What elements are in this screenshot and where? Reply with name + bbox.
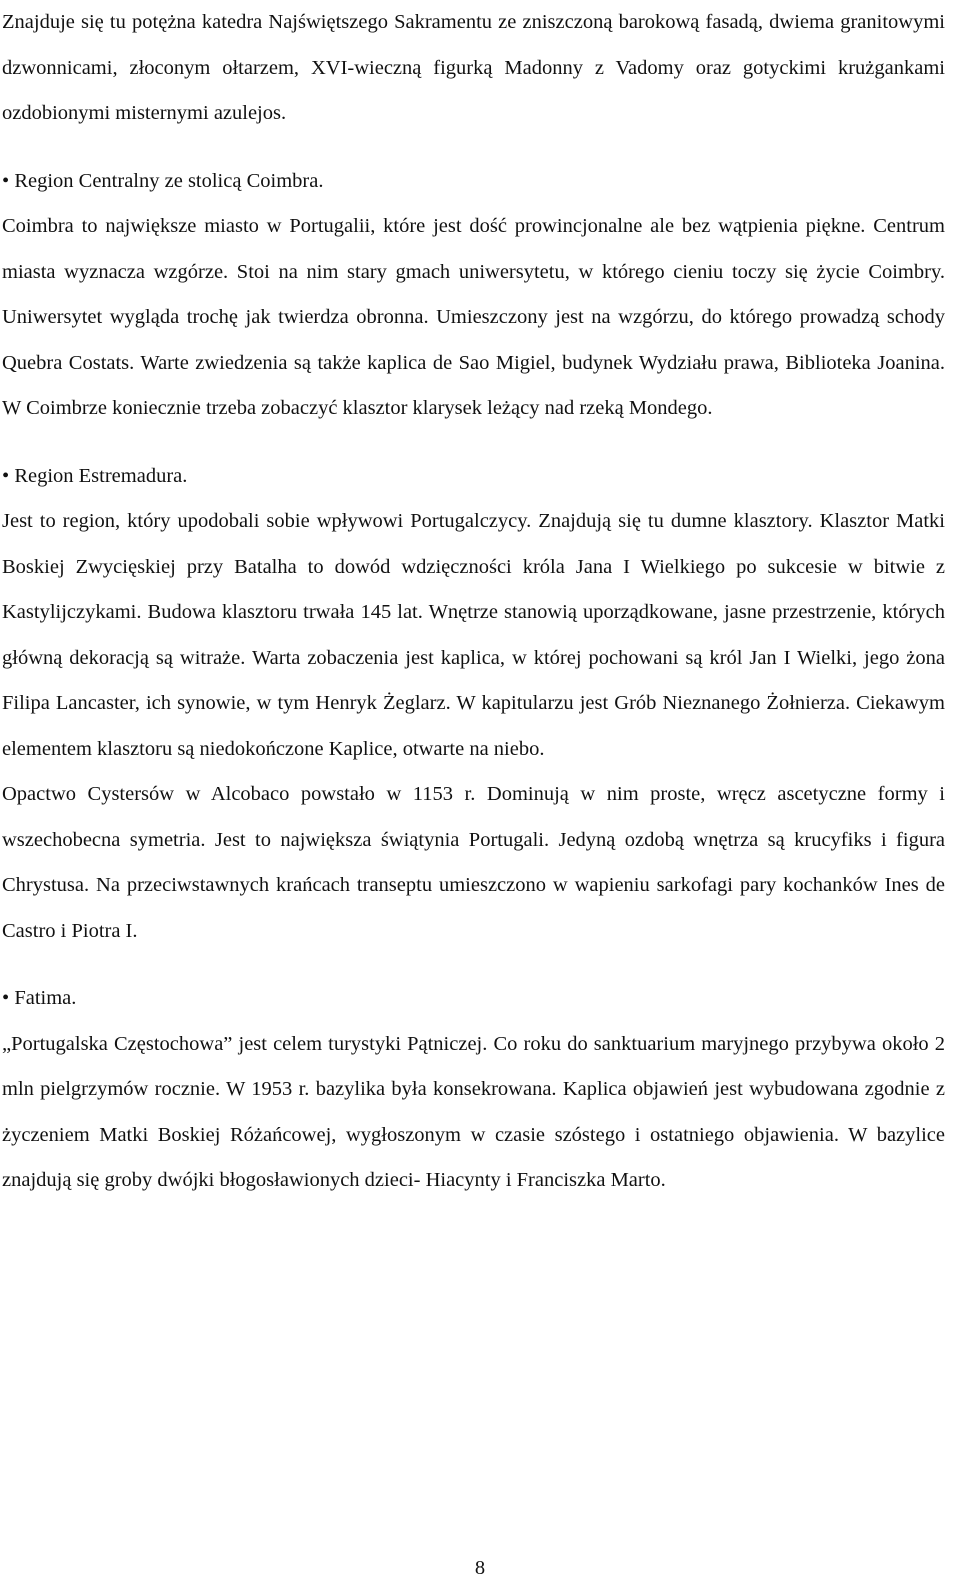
section-heading-text: Region Centralny ze stolicą Coimbra. [14,169,324,192]
section-paragraph: Jest to region, który upodobali sobie wpływowi Portugalczycy. Znajdują się tu dumne klasztory. Klasztor Matki Boskiej Zwycięskiej przy Batalha to dowód wdzięczności króla Jana I Wielkiego po sukcesie w bitwie z Kastylijczykami. Budowa klasztoru trwała 145 lat. Wnętrze stanowią uporządkowane, jasne przestrzenie, których główną dekoracją są witraże. Warta zobaczenia jest kaplica, w której pochowani są król Jan I Wielki, jego żona Filipa Lancaster, ich synowie, w tym Henryk Żeglarz. W kapitularzu jest Grób Nieznanego Żołnierza. Ciekawym elementem klasztoru są niedokończone Kaplice, otwarte na niebo. [2,510,945,760]
section-coimbra [2,159,945,432]
bullet-icon: • [2,169,10,192]
bullet-icon: • [2,987,10,1009]
section-heading [2,976,945,1022]
bullet-icon: • [2,464,10,487]
section-heading [2,159,945,205]
section-heading-text: Fatima. [14,987,77,1009]
document-body [2,0,945,1204]
section-heading-text: Region Estremadura. [14,464,188,487]
section-estremadura [2,454,945,955]
section-paragraph: „Portugalska Częstochowa” jest celem turystyki Pątniczej. Co roku do sanktuarium maryjnego przybywa około 2 mln pielgrzymów rocznie. W 1953 r. bazylika była konsekrowana. Kaplica objawień jest wybudowana zgodnie z życzeniem Matki Boskiej Różańcowej, wygłoszonym w czasie szóstego i ostatniego objawienia. W bazylice znajdują się groby dwójki błogosławionych dzieci- Hiacynty i Franciszka Marto. [2,1032,945,1191]
section-spacer [2,137,945,159]
section-paragraph: Coimbra to największe miasto w Portugalii, które jest dość prowincjonalne ale bez wątpienia piękne. Centrum miasta wyznacza wzgórze. Stoi na nim stary gmach uniwersytetu, w którego cieniu toczy się życie Coimbry. Uniwersytet wygląda trochę jak twierdza obronna. Umieszczony jest na wzgórzu, do którego prowadzą schody Quebra Costats. Warte zwiedzenia są także kaplica de Sao Migiel, budynek Wydziału prawa, Biblioteka Joanina. W Coimbrze koniecznie trzeba zobaczyć klasztor klarysek leżący nad rzeką Mondego. [2,215,945,419]
section-paragraph: Opactwo Cystersów w Alcobaco powstało w 1153 r. Dominują w nim proste, wręcz ascetyczne formy i wszechobecna symetria. Jest to największa świątynia Portugali. Jedyną ozdobą wnętrza są krucyfiks i figura Chrystusa. Na przeciwstawnych krańcach transeptu umieszczono w wapieniu sarkofagi pary kochanków Ines de Castro i Piotra I. [2,783,945,942]
section-heading [2,454,945,500]
section-fatima [2,976,945,1204]
section-spacer [2,432,945,454]
page-number: 8 [474,1557,486,1579]
intro-paragraph: Znajduje się tu potężna katedra Najświętszego Sakramentu ze zniszczoną barokową fasadą, dwiema granitowymi dzwonnicami, złoconym ołtarzem, XVI-wieczną figurką Madonny z Vadomy oraz gotyckimi krużgankami ozdobionymi misternymi azulejos. [2,11,945,124]
section-spacer [2,954,945,976]
